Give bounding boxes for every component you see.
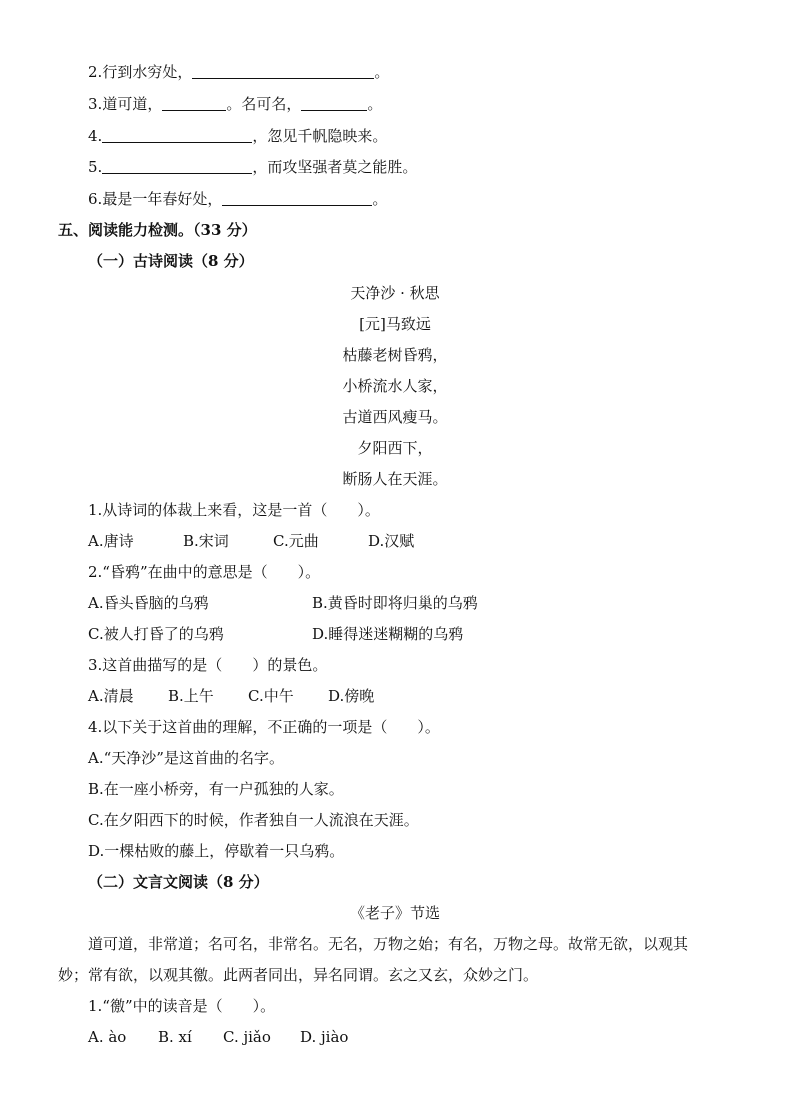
option-c[interactable]: C.在夕阳西下的时候，作者独自一人流浪在天涯。 <box>88 811 419 829</box>
poem-title: 天净沙 · 秋思 <box>350 284 440 302</box>
subsection-title-poetry: （一）古诗阅读（8 分） <box>88 252 254 270</box>
question-text: 。 <box>372 190 388 208</box>
option-c[interactable]: C.被人打昏了的乌鸦 <box>88 625 224 643</box>
option-a[interactable]: A.唐诗 <box>88 532 134 550</box>
option-a[interactable]: A. ào <box>88 1028 127 1046</box>
fill-question-3 <box>88 94 382 114</box>
answer-blank[interactable] <box>102 128 252 143</box>
option-d[interactable]: D. jiào <box>300 1028 349 1046</box>
question-number: 6. <box>88 190 103 208</box>
question-text: 最是一年春好处， <box>102 190 223 208</box>
question-number: 5. <box>88 158 103 176</box>
question-number: 3. <box>88 95 103 113</box>
answer-blank[interactable] <box>102 159 252 174</box>
question-text: 。名可名， <box>226 95 302 113</box>
option-a[interactable]: A.清晨 <box>88 687 134 705</box>
question-text: 行到水穷处， <box>102 63 193 81</box>
question-text: 道可道， <box>102 95 163 113</box>
answer-blank[interactable] <box>301 96 367 111</box>
option-d[interactable]: D.一棵枯败的藤上，停歇着一只乌鸦。 <box>88 842 345 860</box>
passage-line: 道可道，非常道；名可名，非常名。无名，万物之始；有名，万物之母。故常无欲，以观其 <box>88 935 689 953</box>
question-stem: 1.“徼”中的读音是（ ）。 <box>88 997 276 1015</box>
option-b[interactable]: B. xí <box>158 1028 192 1046</box>
option-a[interactable]: A.“天净沙”是这首曲的名字。 <box>88 749 284 767</box>
option-d[interactable]: D.睡得迷迷糊糊的乌鸦 <box>312 625 464 643</box>
option-b[interactable]: B.在一座小桥旁，有一户孤独的人家。 <box>88 780 344 798</box>
answer-blank[interactable] <box>222 191 372 206</box>
question-text: 。 <box>374 63 390 81</box>
passage-line: 妙；常有欲，以观其徼。此两者同出，异名同谓。玄之又玄，众妙之门。 <box>58 966 539 984</box>
poem-line: 小桥流水人家， <box>342 377 448 395</box>
question-number: 2. <box>88 63 103 81</box>
option-c[interactable]: C.元曲 <box>273 532 319 550</box>
option-a[interactable]: A.昏头昏脑的乌鸦 <box>88 594 209 612</box>
option-b[interactable]: B.黄昏时即将归巢的乌鸦 <box>312 594 478 612</box>
fill-question-6 <box>88 189 387 209</box>
fill-question-4 <box>88 126 387 146</box>
passage-title: 《老子》节选 <box>349 904 440 922</box>
option-d[interactable]: D.汉赋 <box>368 532 415 550</box>
fill-question-2 <box>88 62 389 82</box>
question-stem: 2.“昏鸦”在曲中的意思是（ ）。 <box>88 563 321 581</box>
poem-line: 断肠人在天涯。 <box>342 470 448 488</box>
option-c[interactable]: C. jiǎo <box>223 1028 271 1046</box>
option-d[interactable]: D.傍晚 <box>328 687 375 705</box>
poem-author: [元]马致远 <box>359 315 431 333</box>
question-text: ，而攻坚强者莫之能胜。 <box>252 158 418 176</box>
poem-line: 古道西风瘦马。 <box>342 408 448 426</box>
answer-blank[interactable] <box>162 96 226 111</box>
poem-line: 枯藤老树昏鸦， <box>342 346 448 364</box>
question-stem: 1.从诗词的体裁上来看，这是一首（ ）。 <box>88 501 380 519</box>
question-number: 4. <box>88 127 103 145</box>
answer-blank[interactable] <box>192 64 374 79</box>
option-c[interactable]: C.中午 <box>248 687 294 705</box>
question-stem: 4.以下关于这首曲的理解，不正确的一项是（ ）。 <box>88 718 440 736</box>
subsection-title-classical: （二）文言文阅读（8 分） <box>88 873 269 891</box>
question-text: ，忽见千帆隐映来。 <box>252 127 388 145</box>
section-title: 五、阅读能力检测。（33 分） <box>58 221 257 239</box>
question-stem: 3.这首曲描写的是（ ）的景色。 <box>88 656 328 674</box>
fill-question-5 <box>88 157 417 177</box>
option-b[interactable]: B.上午 <box>168 687 214 705</box>
poem-line: 夕阳西下， <box>357 439 433 457</box>
question-text: 。 <box>367 95 383 113</box>
option-b[interactable]: B.宋词 <box>183 532 229 550</box>
